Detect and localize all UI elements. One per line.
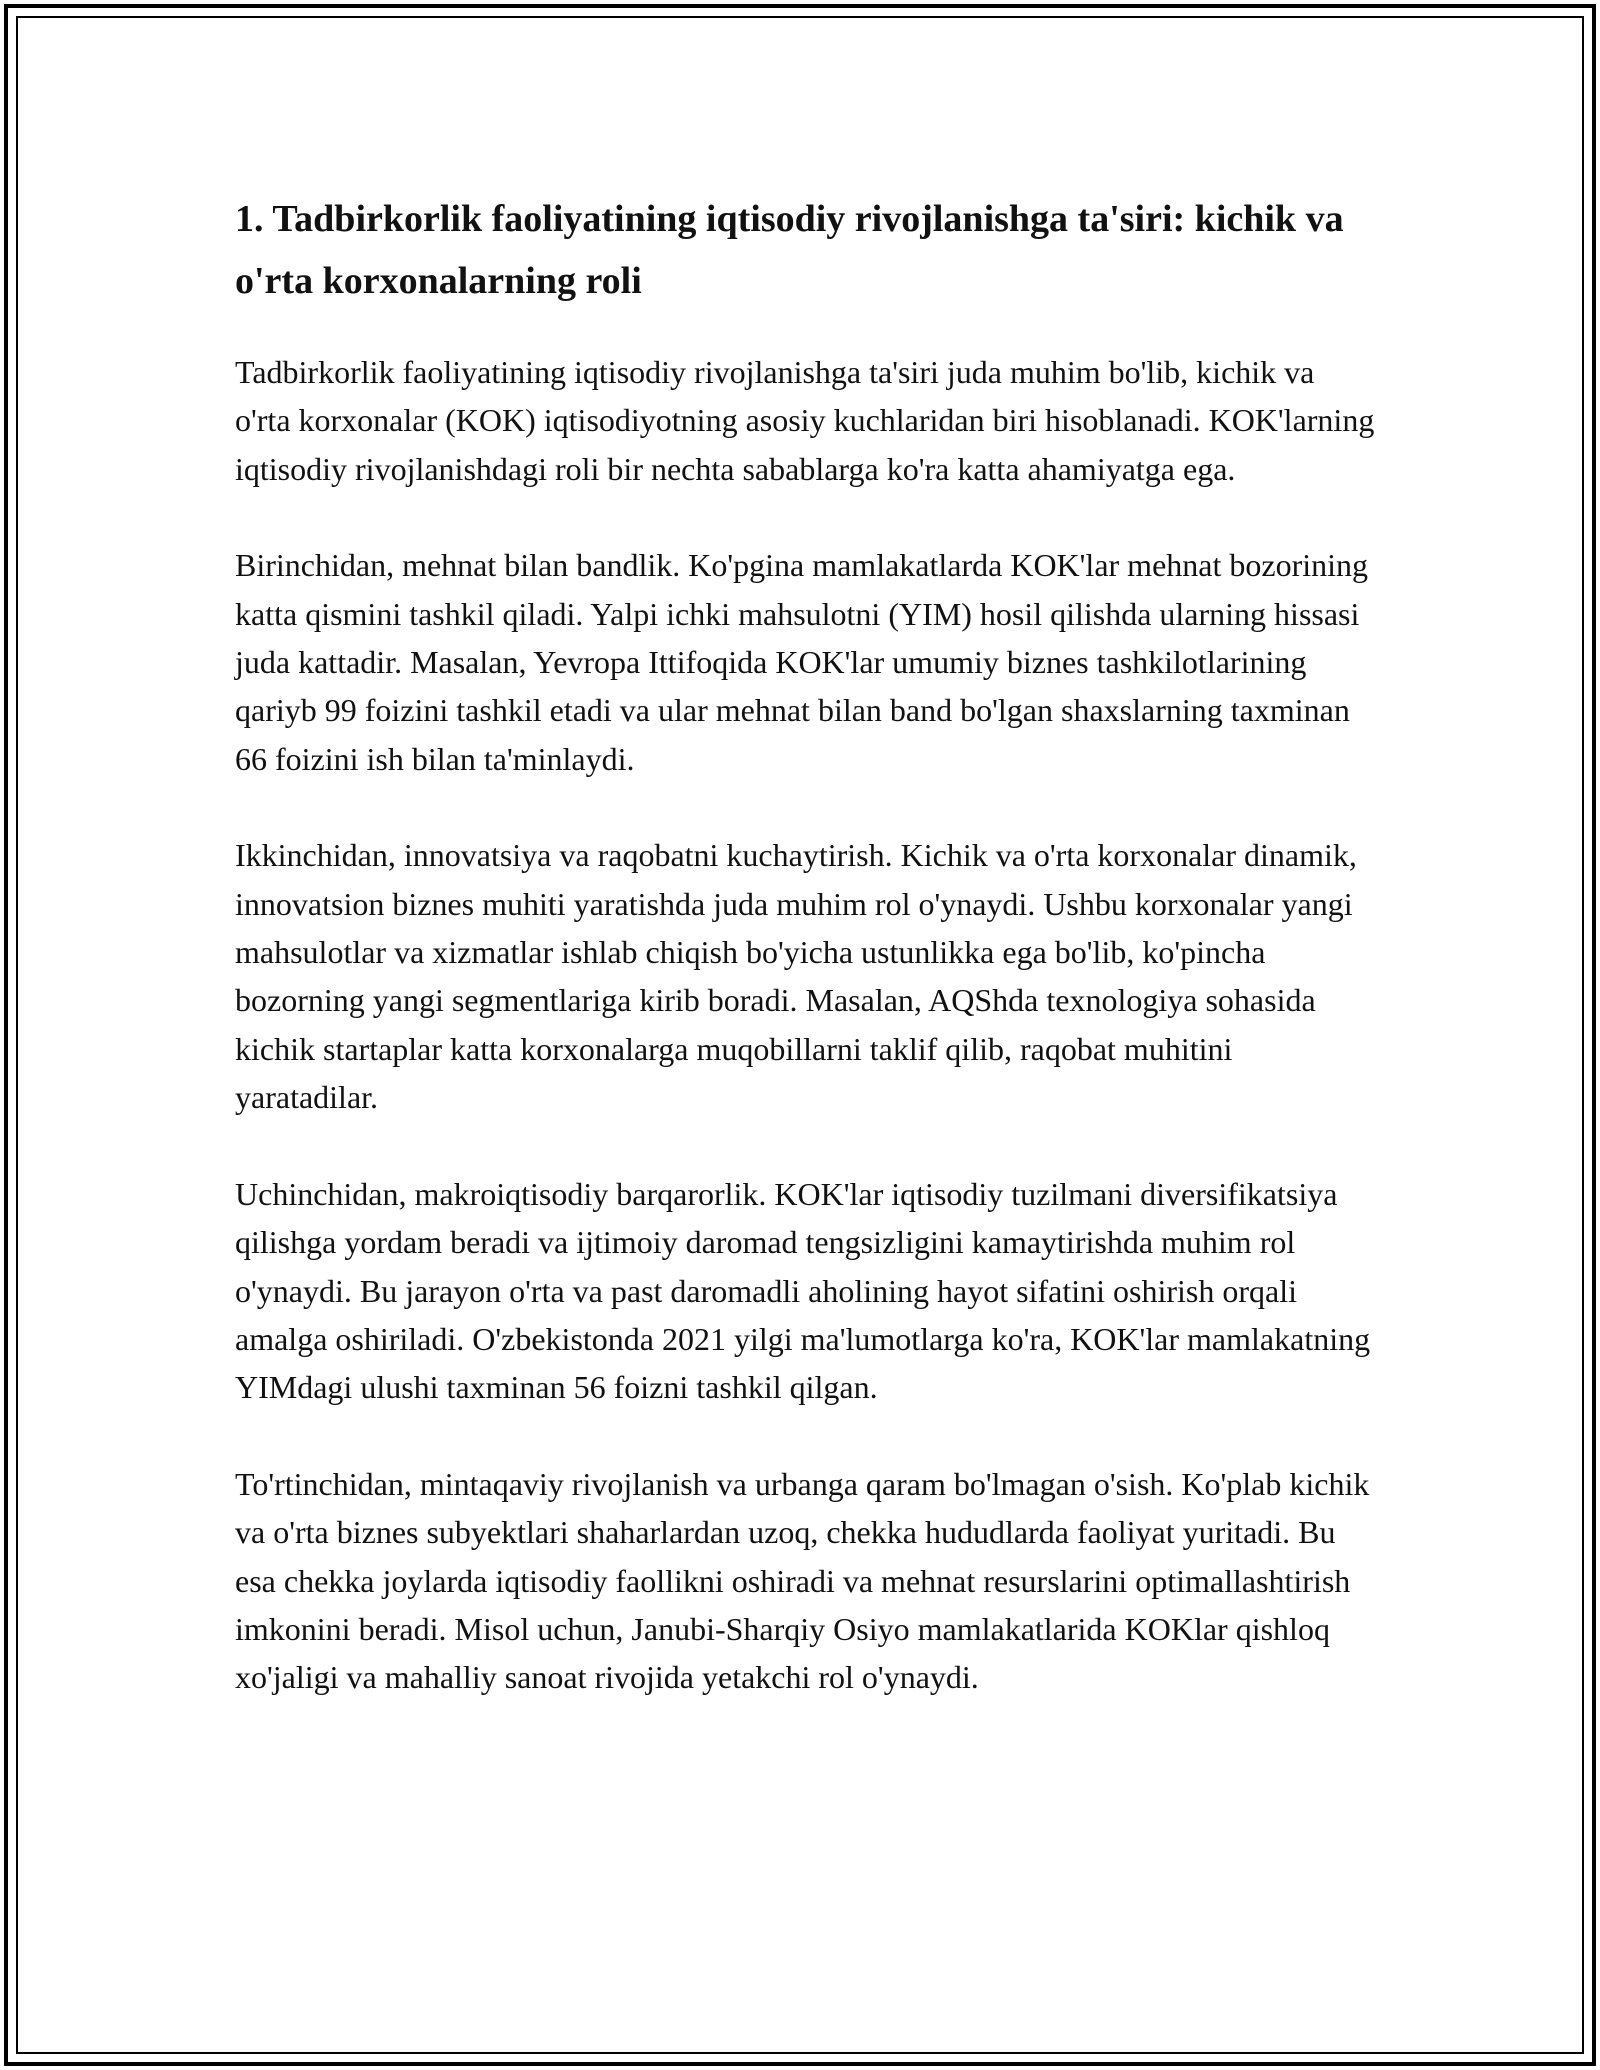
paragraph-macro-stability: Uchinchidan, makroiqtisodiy barqarorlik. KOK'lar iqtisodiy tuzilmani diversifikatsiya qilishga yordam beradi va ijtimoiy daromad tengsizligini kamaytirishda muhim rol o'ynaydi. Bu jarayon o'rta va past daromadli aholining hayot sifatini oshirish orqali amalga oshiriladi. O'zbekistonda 2021 yilgi ma'lumotlarga ko'ra, KOK'lar mamlakatning YIMdagi ulushi taxminan 56 foizni tashkil qilgan. [235,1175,1371,1406]
paragraph-employment: Birinchidan, mehnat bilan bandlik. Ko'pgina mamlakatlarda KOK'lar mehnat bozorining katta qismini tashkil qiladi. Yalpi ichki mahsulotni (YIM) hosil qilishda ularning hissasi juda kattadir. Masalan, Yevropa Ittifoqida KOK'lar umumiy biznes tashkilotlarining qariyb 99 foizini tashkil etadi va ular mehnat bilan band bo'lgan shaxslarning taxminan 66 foizini ish bilan ta'minlaydi. [235,547,1368,777]
paragraph-regional-development: To'rtinchidan, mintaqaviy rivojlanish va urbanga qaram bo'lmagan o'sish. Ko'plab kichik va o'rta biznes subyektlari shaharlardan uzoq, chekka hududlarda faoliyat yuritadi. Bu esa chekka joylarda iqtisodiy faollikni oshiradi va mehnat resurslarini optimallashtirish imkonini beradi. Misol uchun, Janubi-Sharqiy Osiyo mamlakatlarida KOKlar qishloq xo'jaligi va mahalliy sanoat rivojida yetakchi rol o'ynaydi. [235,1465,1370,1696]
paragraph-intro: Tadbirkorlik faoliyatining iqtisodiy rivojlanishga ta'siri juda muhim bo'lib, kichik va o'rta korxonalar (KOK) iqtisodiyotning asosiy kuchlaridan biri hisoblanadi. KOK'larning iqtisodiy rivojlanishdagi roli bir nechta sabablarga ko'ra katta ahamiyatga ega. [235,354,1375,487]
section-heading: 1. Tadbirkorlik faoliyatining iqtisodiy rivojlanishga ta'siri: kichik va o'rta korxonalarning roli [235,198,1344,302]
document-body [235,188,1375,1750]
paragraph-innovation: Ikkinchidan, innovatsiya va raqobatni kuchaytirish. Kichik va o'rta korxonalar dinamik, innovatsion biznes muhiti yaratishda juda muhim rol o'ynaydi. Ushbu korxonalar yangi mahsulotlar va xizmatlar ishlab chiqish bo'yicha ustunlikka ega bo'lib, ko'pincha bozorning yangi segmentlariga kirib boradi. Masalan, AQShda texnologiya sohasida kichik startaplar katta korxonalarga muqobillarni taklif qilib, raqobat muhitini yaratadilar. [235,837,1357,1116]
